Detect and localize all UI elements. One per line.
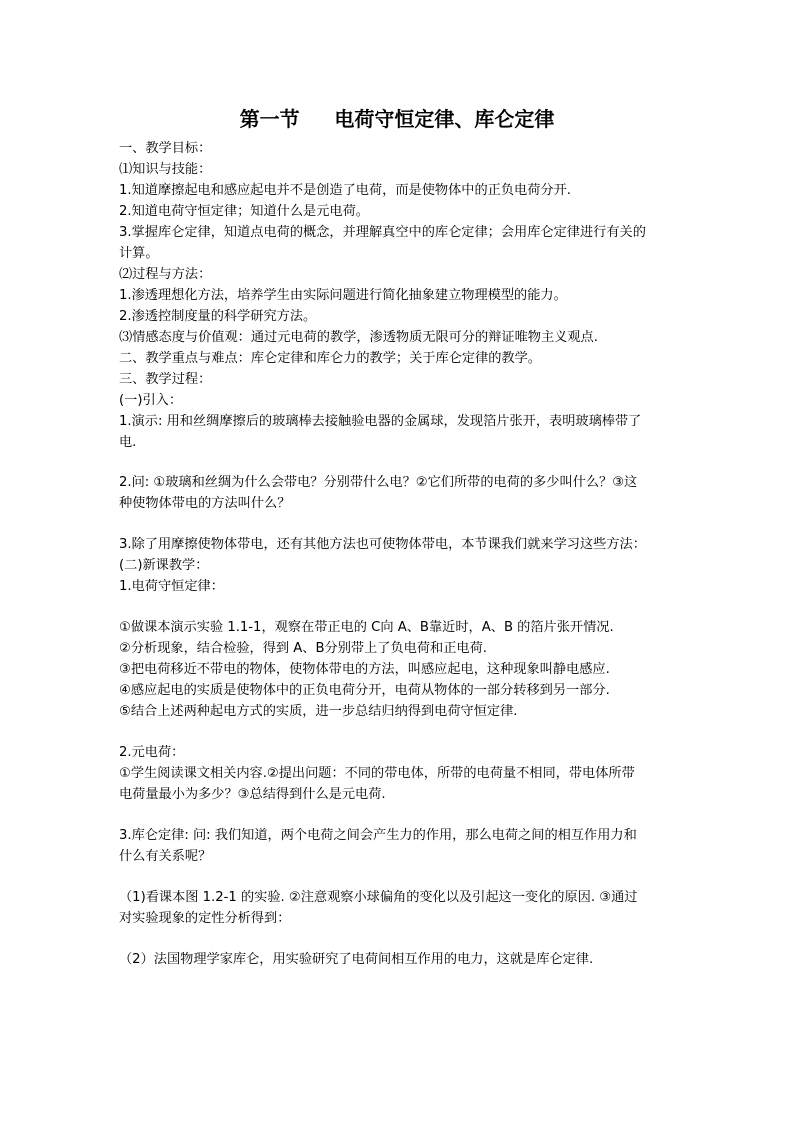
- text-line: 3.除了用摩擦使物体带电，还有其他方法也可使物体带电，本节课我们就来学习这些方法：: [119, 537, 646, 552]
- text-line: 二、教学重点与难点：库仑定律和库仑力的教学；关于库仑定律的教学。: [119, 351, 541, 366]
- text-line: ⑴知识与技能：: [119, 162, 212, 177]
- text-line: 1.演示: 用和丝绸摩擦后的玻璃棒去接触验电器的金属球，发现箔片张开，表明玻璃棒带了: [119, 414, 642, 429]
- text-line: 3.库仑定律: 问: 我们知道，两个电荷之间会产生力的作用，那么电荷之间的相互作用力和: [119, 828, 637, 843]
- text-line: ①学生阅读课文相关内容.②提出问题：不同的带电体，所带的电荷量不相同，带电体所带: [119, 766, 635, 781]
- text-line: （1)看课本图 1.2-1 的实验. ②注意观察小球偏角的变化以及引起这一变化的原因. ③通过: [119, 890, 638, 905]
- text-line: (一)引入：: [119, 393, 183, 408]
- text-line: ⑵过程与方法：: [119, 267, 212, 282]
- text-line: ⑤结合上述两种起电方式的实质，进一步总结归纳得到电荷守恒定律.: [119, 704, 518, 719]
- text-line: 1.渗透理想化方法，培养学生由实际问题进行简化抽象建立物理模型的能力。: [119, 288, 567, 303]
- text-line: ①做课本演示实验 1.1-1，观察在带正电的 C向 A、B靠近时，A、B 的箔片张开情况.: [119, 620, 614, 635]
- text-line: 电荷量最小为多少？③总结得到什么是元电荷.: [119, 787, 386, 802]
- text-line: ③把电荷移近不带电的物体，使物体带电的方法，叫感应起电，这种现象叫静电感应.: [119, 662, 610, 677]
- text-line: 2.元电荷：: [119, 745, 185, 760]
- text-line: 什么有关系呢？: [119, 849, 212, 864]
- text-line: ④感应起电的实质是使物体中的正负电荷分开，电荷从物体的一部分转移到另一部分.: [119, 683, 610, 698]
- text-line: 种使物体带电的方法叫什么？: [119, 496, 291, 511]
- text-line: 1.电荷守恒定律：: [119, 579, 224, 594]
- text-line: 一、教学目标：: [119, 141, 212, 156]
- text-line: 三、教学过程：: [119, 372, 212, 387]
- page-title: 第一节 电荷守恒定律、库仑定律: [239, 107, 555, 131]
- text-line: ⑶情感态度与价值观：通过元电荷的教学，渗透物质无限可分的辩证唯物主义观点.: [119, 330, 598, 345]
- text-line: （2）法国物理学家库仑，用实验研究了电荷间相互作用的电力，这就是库仑定律.: [119, 952, 594, 967]
- text-line: (二)新课教学：: [119, 558, 209, 573]
- text-line: 计算。: [119, 246, 159, 261]
- text-line: 3.掌握库仑定律，知道点电荷的概念，并理解真空中的库仑定律；会用库仑定律进行有关的: [119, 225, 646, 240]
- text-line: 1.知道摩擦起电和感应起电并不是创造了电荷，而是使物体中的正负电荷分开.: [119, 183, 571, 198]
- text-line: ②分析现象，结合检验，得到 A、B分别带上了负电荷和正电荷.: [119, 641, 487, 656]
- text-line: 电.: [119, 435, 137, 450]
- text-line: 对实验现象的定性分析得到：: [119, 911, 291, 926]
- text-line: 2.知道电荷守恒定律；知道什么是元电荷。: [119, 204, 369, 219]
- text-line: 2.问: ①玻璃和丝绸为什么会带电？分别带什么电？②它们所带的电荷的多少叫什么？③这: [119, 475, 638, 490]
- text-line: 2.渗透控制度量的科学研究方法。: [119, 309, 317, 324]
